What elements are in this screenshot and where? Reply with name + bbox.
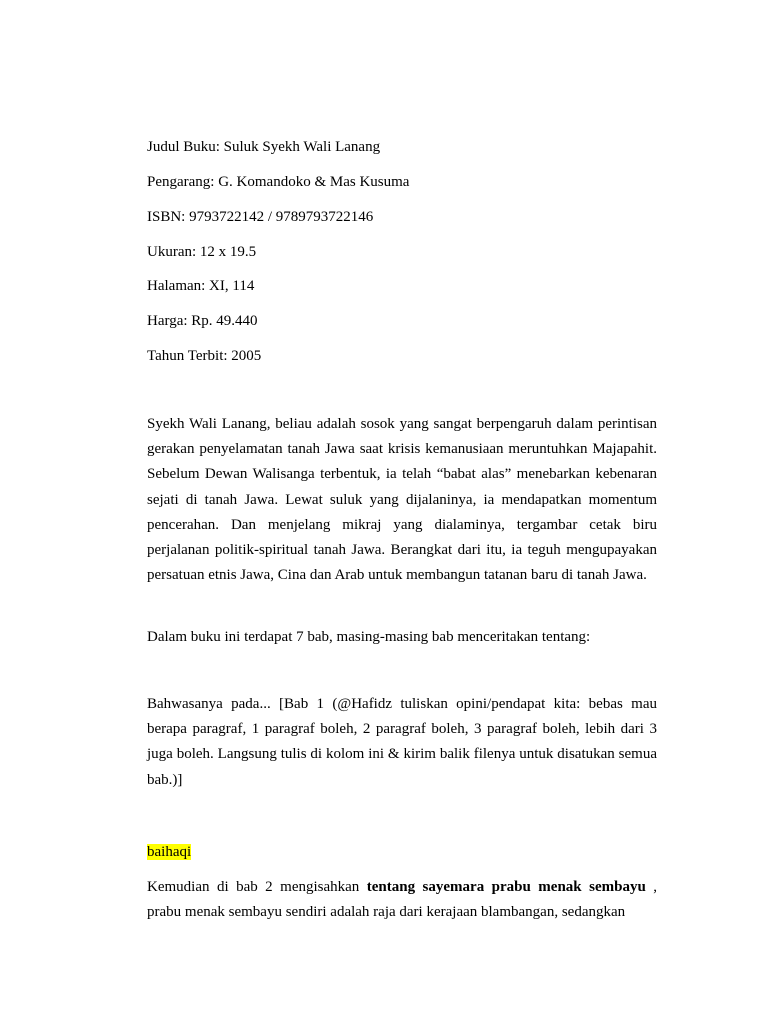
intro-paragraph: Syekh Wali Lanang, beliau adalah sosok yang sangat berpengaruh dalam perintisan gerakan penyelamatan tanah Jawa saat krisis kemanusiaan meruntuhkan Majapahit. Sebelum Dewan Walisanga terbentuk, ia telah “babat alas” menebarkan kebenaran sejati di tanah Jawa. Lewat suluk yang dijalaninya, ia mendapatkan momentum pencerahan. Dan menjelang mikraj yang dialaminya, tergambar cetak biru perjalanan politik-spiritual tanah Jawa. Berangkat dari itu, ia teguh mengupayakan persatuan etnis Jawa, Cina dan Arab untuk membangun tatanan baru di tanah Jawa. bbox=[147, 416, 657, 584]
chapter2-paragraph bbox=[147, 875, 657, 925]
chapter1-paragraph: Bahwasanya pada... [Bab 1 (@Hafidz tuliskan opini/pendapat kita: bebas mau berapa paragraf, 1 paragraf boleh, 2 paragraf boleh, 3 paragraf boleh, lebih dari 3 juga boleh. Langsung tulis di kolom ini & kirim balik filenya untuk disatukan semua bab.)] bbox=[147, 696, 657, 788]
book-pages-line: Halaman: XI, 114 bbox=[147, 278, 255, 294]
book-isbn-line: ISBN: 9793722142 / 9789793722146 bbox=[147, 209, 374, 225]
chapter2-rest: , prabu menak sembayu sendiri adalah raja dari kerajaan blambangan, sedangkan bbox=[147, 879, 657, 921]
chapters-intro-line: Dalam buku ini terdapat 7 bab, masing-masing bab menceritakan tentang: bbox=[147, 629, 591, 645]
book-price-line: Harga: Rp. 49.440 bbox=[147, 313, 258, 329]
contributor-label bbox=[147, 843, 191, 861]
book-author-line: Pengarang: G. Komandoko & Mas Kusuma bbox=[147, 174, 410, 190]
book-title-line: Judul Buku: Suluk Syekh Wali Lanang bbox=[147, 139, 381, 155]
book-size-line: Ukuran: 12 x 19.5 bbox=[147, 244, 257, 260]
highlighted-name: baihaqi bbox=[147, 844, 192, 860]
chapter2-bold-topic: tentang sayemara prabu menak sembayu bbox=[366, 879, 646, 895]
chapter2-lead: Kemudian di bab 2 mengisahkan bbox=[147, 879, 367, 895]
book-year-line: Tahun Terbit: 2005 bbox=[147, 348, 262, 364]
